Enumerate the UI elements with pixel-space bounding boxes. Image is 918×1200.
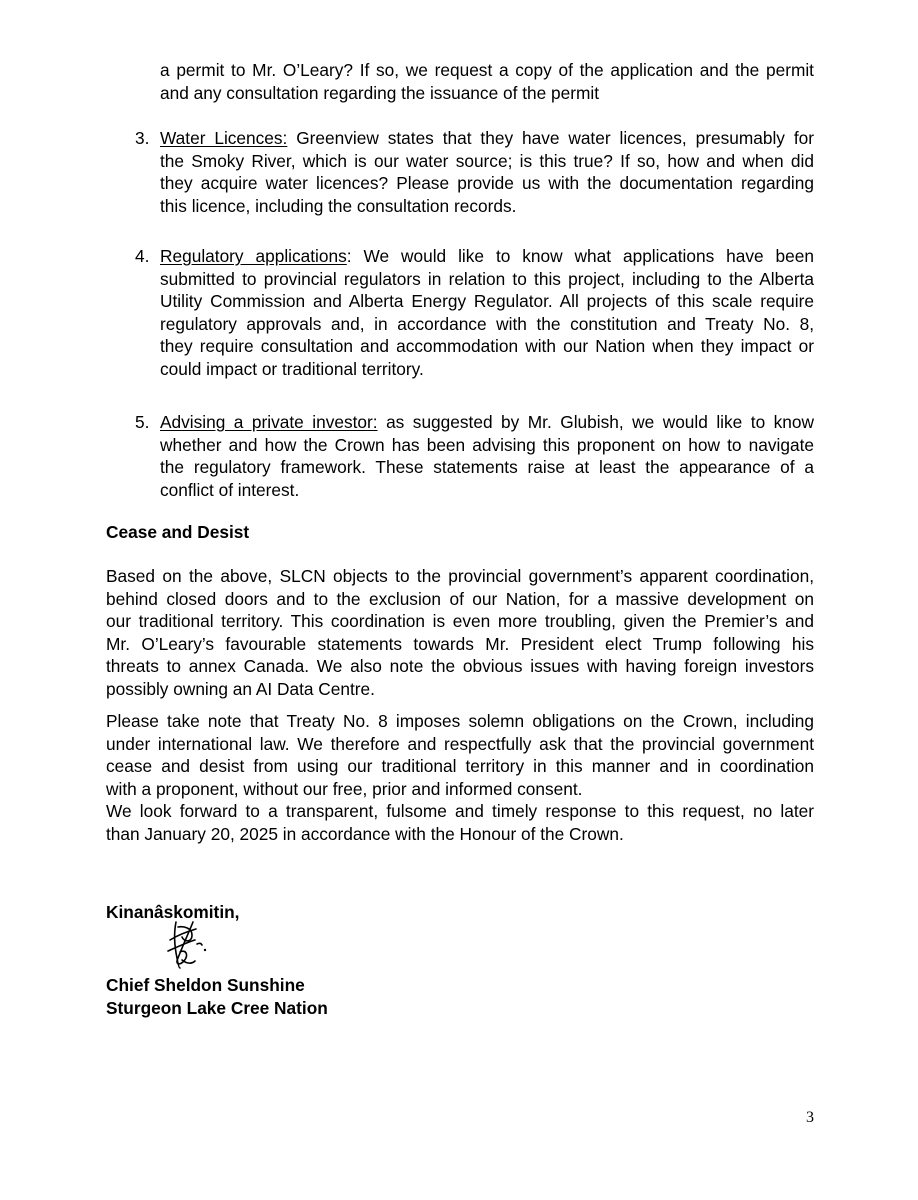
text-line: threats to annex Canada. We also note the obvious issues with having foreign investors — [106, 656, 814, 676]
text-line — [160, 127, 814, 150]
list-item-body — [160, 127, 814, 217]
list-number: 4. — [135, 246, 150, 266]
item-text: Greenview states that they have water licences, presumably for — [287, 128, 814, 148]
text-line: Utility Commission and Alberta Energy Regulator. All projects of this scale require — [160, 291, 814, 311]
item-text: : We would like to know what applications have been — [346, 246, 814, 266]
text-line: this licence, including the consultation records. — [160, 195, 517, 216]
text-line: they require consultation and accommodation with our Nation when they impact or — [160, 336, 814, 356]
list-item-body — [160, 411, 814, 501]
text-line: whether and how the Crown has been advising this proponent on how to navigate — [160, 434, 814, 455]
text-line: under international law. We therefore and respectfully ask that the provincial government — [106, 733, 814, 754]
text-line: behind closed doors and to the exclusion of our Nation, for a massive development on — [106, 588, 814, 609]
page-number: 3 — [806, 1109, 814, 1126]
text-line — [160, 411, 814, 434]
text-line: We look forward to a transparent, fulsome and timely response to this request, no later — [106, 801, 814, 821]
text-line: our traditional territory. This coordination is even more troubling, given the Premier’s and — [106, 611, 814, 631]
item-title: Regulatory applications — [160, 246, 347, 266]
text-line: with a proponent, without our free, prior and informed consent. — [106, 778, 583, 799]
text-line: Mr. O’Leary’s favourable statements towards Mr. President elect Trump following his — [106, 633, 814, 654]
text-line: they acquire water licences? Please provide us with the documentation regarding — [160, 173, 814, 193]
signature-block — [106, 974, 328, 1019]
text-line: the Smoky River, which is our water source; is this true? If so, how and when did — [160, 150, 814, 171]
text-line: cease and desist from using our traditional territory in this manner and in coordination — [106, 756, 814, 776]
text-line: the regulatory framework. These statements raise at least the appearance of a — [160, 457, 814, 477]
item-title: Advising a private investor: — [160, 412, 378, 432]
text-line: regulatory approvals and, in accordance with the constitution and Treaty No. 8, — [160, 313, 814, 334]
text-line: Based on the above, SLCN objects to the provincial government’s apparent coordination, — [106, 566, 814, 586]
text-line: than January 20, 2025 in accordance with the Honour of the Crown. — [106, 823, 624, 844]
text-line: could impact or traditional territory. — [160, 358, 424, 379]
text-line: and any consultation regarding the issuance of the permit — [160, 82, 600, 103]
text-line: a permit to Mr. O’Leary? If so, we request a copy of the application and the permit — [160, 60, 814, 80]
text-line: conflict of interest. — [160, 479, 300, 500]
signer-name: Chief Sheldon Sunshine — [106, 975, 305, 995]
text-line: Please take note that Treaty No. 8 imposes solemn obligations on the Crown, including — [106, 711, 814, 731]
text-line: possibly owning an AI Data Centre. — [106, 678, 375, 699]
body-paragraph — [106, 710, 814, 845]
signer-organization: Sturgeon Lake Cree Nation — [106, 997, 328, 1018]
item-title: Water Licences: — [160, 128, 288, 148]
carryover-paragraph — [160, 59, 814, 104]
list-item-body — [160, 245, 814, 380]
signature-mark — [162, 918, 210, 970]
list-number: 3. — [135, 128, 150, 148]
body-paragraph — [106, 565, 814, 700]
closing-salutation: Kinanâskomitin, — [106, 902, 240, 922]
section-heading: Cease and Desist — [106, 522, 250, 542]
text-line: submitted to provincial regulators in relation to this project, including to the Alberta — [160, 268, 814, 289]
list-number: 5. — [135, 412, 150, 432]
text-line — [160, 245, 814, 268]
item-text: as suggested by Mr. Glubish, we would like to know — [377, 412, 815, 432]
